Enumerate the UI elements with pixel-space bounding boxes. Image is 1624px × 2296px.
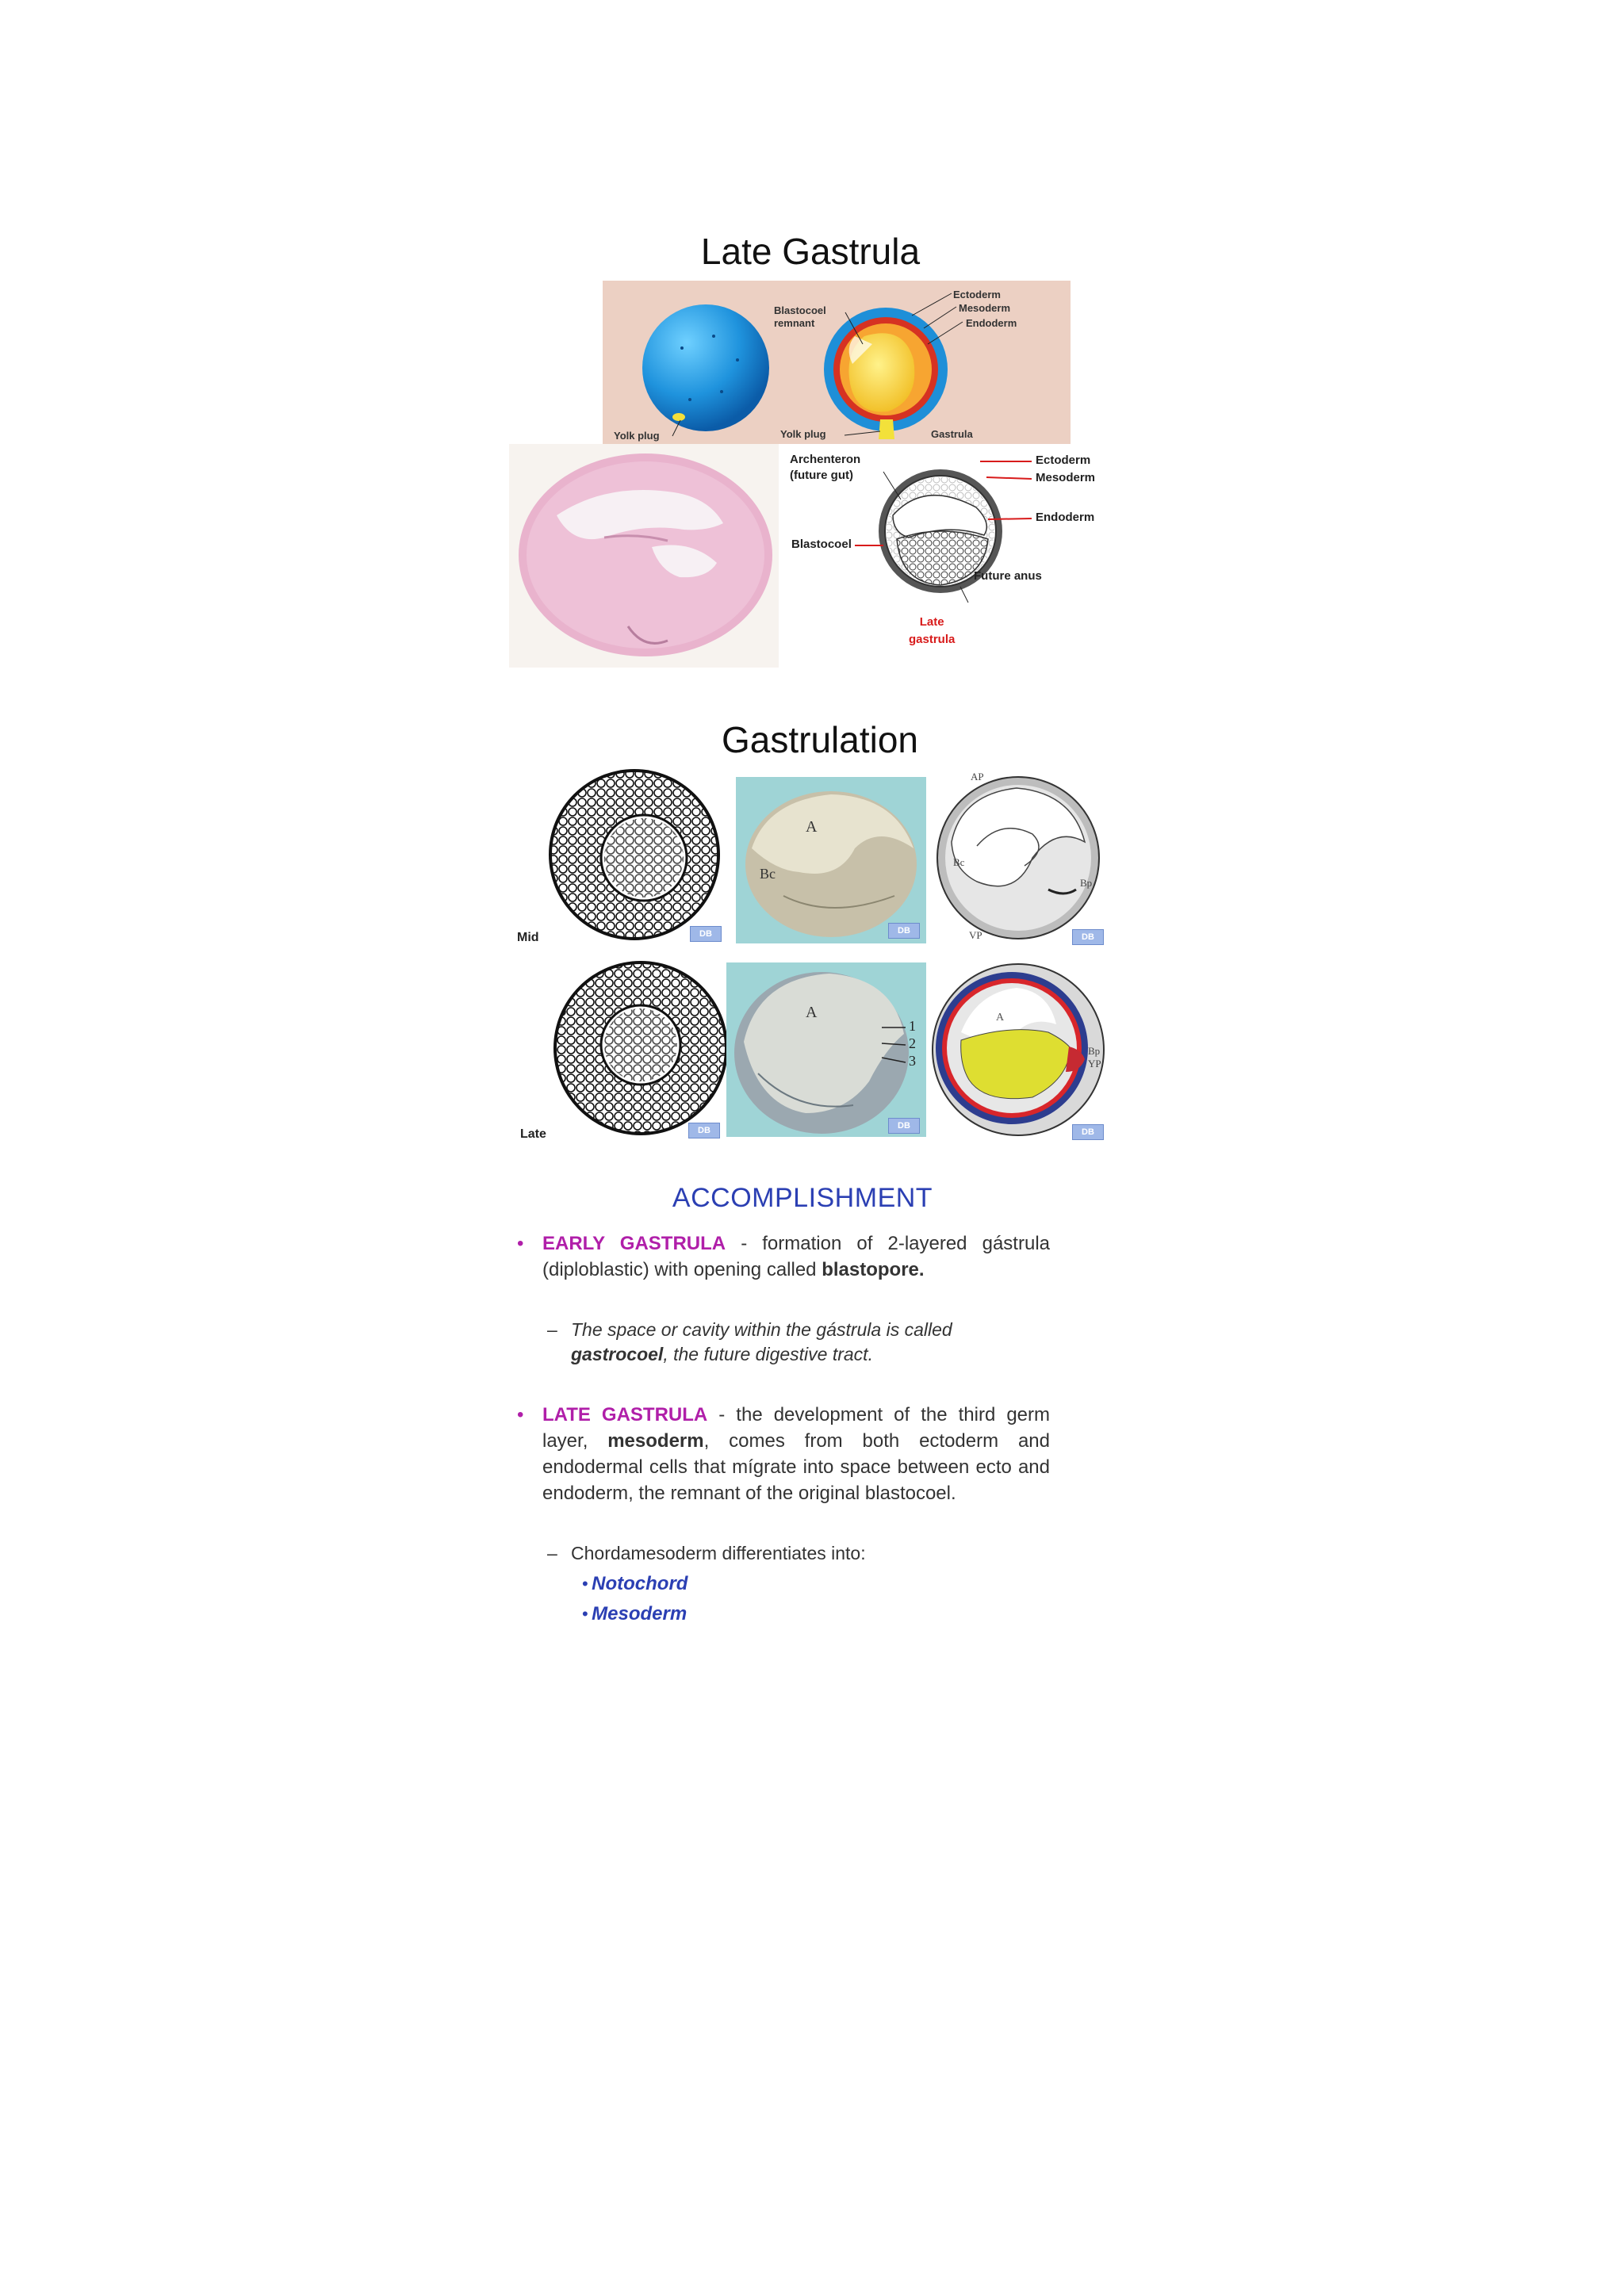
- histology-section-illustration: [509, 444, 779, 668]
- early-gastrula-paragraph: EARLY GASTRULA - formation of 2-layered gástrula (diploblastic) with opening called blastopore.: [542, 1233, 1050, 1280]
- label-endoderm: Endoderm: [1036, 511, 1095, 524]
- micro-label-a-mid: A: [806, 818, 818, 836]
- label-gastrula: Gastrula: [931, 428, 973, 440]
- notochord-item: • Notochord: [582, 1573, 688, 1594]
- gastrocoel-text: The space or cavity within the gástrula is called gastrocoel, the future digestive tract.: [571, 1319, 952, 1364]
- late-gastrula-line-diagram: [790, 444, 1123, 668]
- label-blastocoel: Blastocoel: [791, 538, 852, 551]
- mesoderm-item: • Mesoderm: [582, 1603, 688, 1624]
- mid-micrograph: [736, 777, 926, 943]
- db-badge-6[interactable]: DB: [1072, 1124, 1104, 1140]
- label-endoderm-top: Endoderm: [966, 317, 1017, 329]
- stage-late-label: Late: [520, 1127, 546, 1141]
- late-cell-diagram: [547, 959, 730, 1142]
- label-ectoderm-top: Ectoderm: [953, 289, 1001, 300]
- micro-label-bp-late: Bp: [1088, 1045, 1101, 1057]
- micro-label-ap: AP: [971, 771, 984, 783]
- label-mesoderm: Mesoderm: [1036, 471, 1096, 484]
- accomplishment-heading: ACCOMPLISHMENT: [672, 1183, 933, 1213]
- micro-label-1: 1: [909, 1018, 916, 1034]
- db-badge-3[interactable]: DB: [1072, 929, 1104, 945]
- chordamesoderm-text: Chordamesoderm differentiates into:: [571, 1543, 866, 1563]
- label-yolk-plug-right: Yolk plug: [780, 428, 826, 440]
- micro-label-bp: Bp: [1080, 877, 1093, 889]
- gastrula-color-diagram: [603, 281, 1071, 444]
- early-gastrula-term: EARLY GASTRULA: [542, 1233, 726, 1254]
- histology-section-image: [509, 444, 779, 668]
- notochord-text: Notochord: [592, 1573, 688, 1594]
- db-badge-1[interactable]: DB: [690, 926, 722, 942]
- micro-label-bc-schematic: Bc: [953, 856, 965, 868]
- micro-label-a-schematic: A: [996, 1012, 1005, 1024]
- stage-mid-label: Mid: [517, 931, 539, 944]
- blastula-sphere: [642, 304, 769, 431]
- label-archenteron: Archenteron (future gut): [790, 453, 861, 482]
- late-colored-schematic: [929, 961, 1113, 1140]
- label-yolk-plug-left: Yolk plug: [614, 430, 660, 442]
- mesoderm-text: Mesoderm: [592, 1603, 688, 1624]
- db-badge-5[interactable]: DB: [888, 1118, 920, 1134]
- micro-label-a-late: A: [806, 1004, 818, 1021]
- gastrulation-title: Gastrulation: [721, 719, 918, 760]
- label-future-anus: Future anus: [974, 569, 1042, 583]
- micro-label-2: 2: [909, 1035, 916, 1051]
- db-badge-2[interactable]: DB: [888, 923, 920, 939]
- mid-schematic: [929, 771, 1112, 943]
- late-micrograph: [726, 962, 926, 1137]
- micro-label-yp: YP: [1088, 1058, 1101, 1070]
- mid-cell-diagram: [539, 769, 722, 943]
- label-blastocoel-remnant: Blastocoel remnant: [774, 304, 826, 329]
- label-mesoderm-top: Mesoderm: [959, 302, 1011, 314]
- micro-label-vp: VP: [969, 929, 982, 941]
- micro-label-bc: Bc: [760, 866, 776, 882]
- late-gastrula-term: LATE GASTRULA: [542, 1404, 708, 1425]
- late-gastrula-title: Late Gastrula: [700, 231, 921, 272]
- label-late-gastrula-caption: Late gastrula: [909, 615, 956, 646]
- db-badge-4[interactable]: DB: [688, 1123, 720, 1138]
- label-ectoderm: Ectoderm: [1036, 453, 1091, 467]
- micro-label-3: 3: [909, 1053, 916, 1069]
- late-gastrula-paragraph: LATE GASTRULA - the development of the third germ layer, mesoderm, comes from both ectoderm and endodermal cells that mígrate into space between ecto and endoderm, the remnant of the original blastocoel.: [542, 1404, 1051, 1504]
